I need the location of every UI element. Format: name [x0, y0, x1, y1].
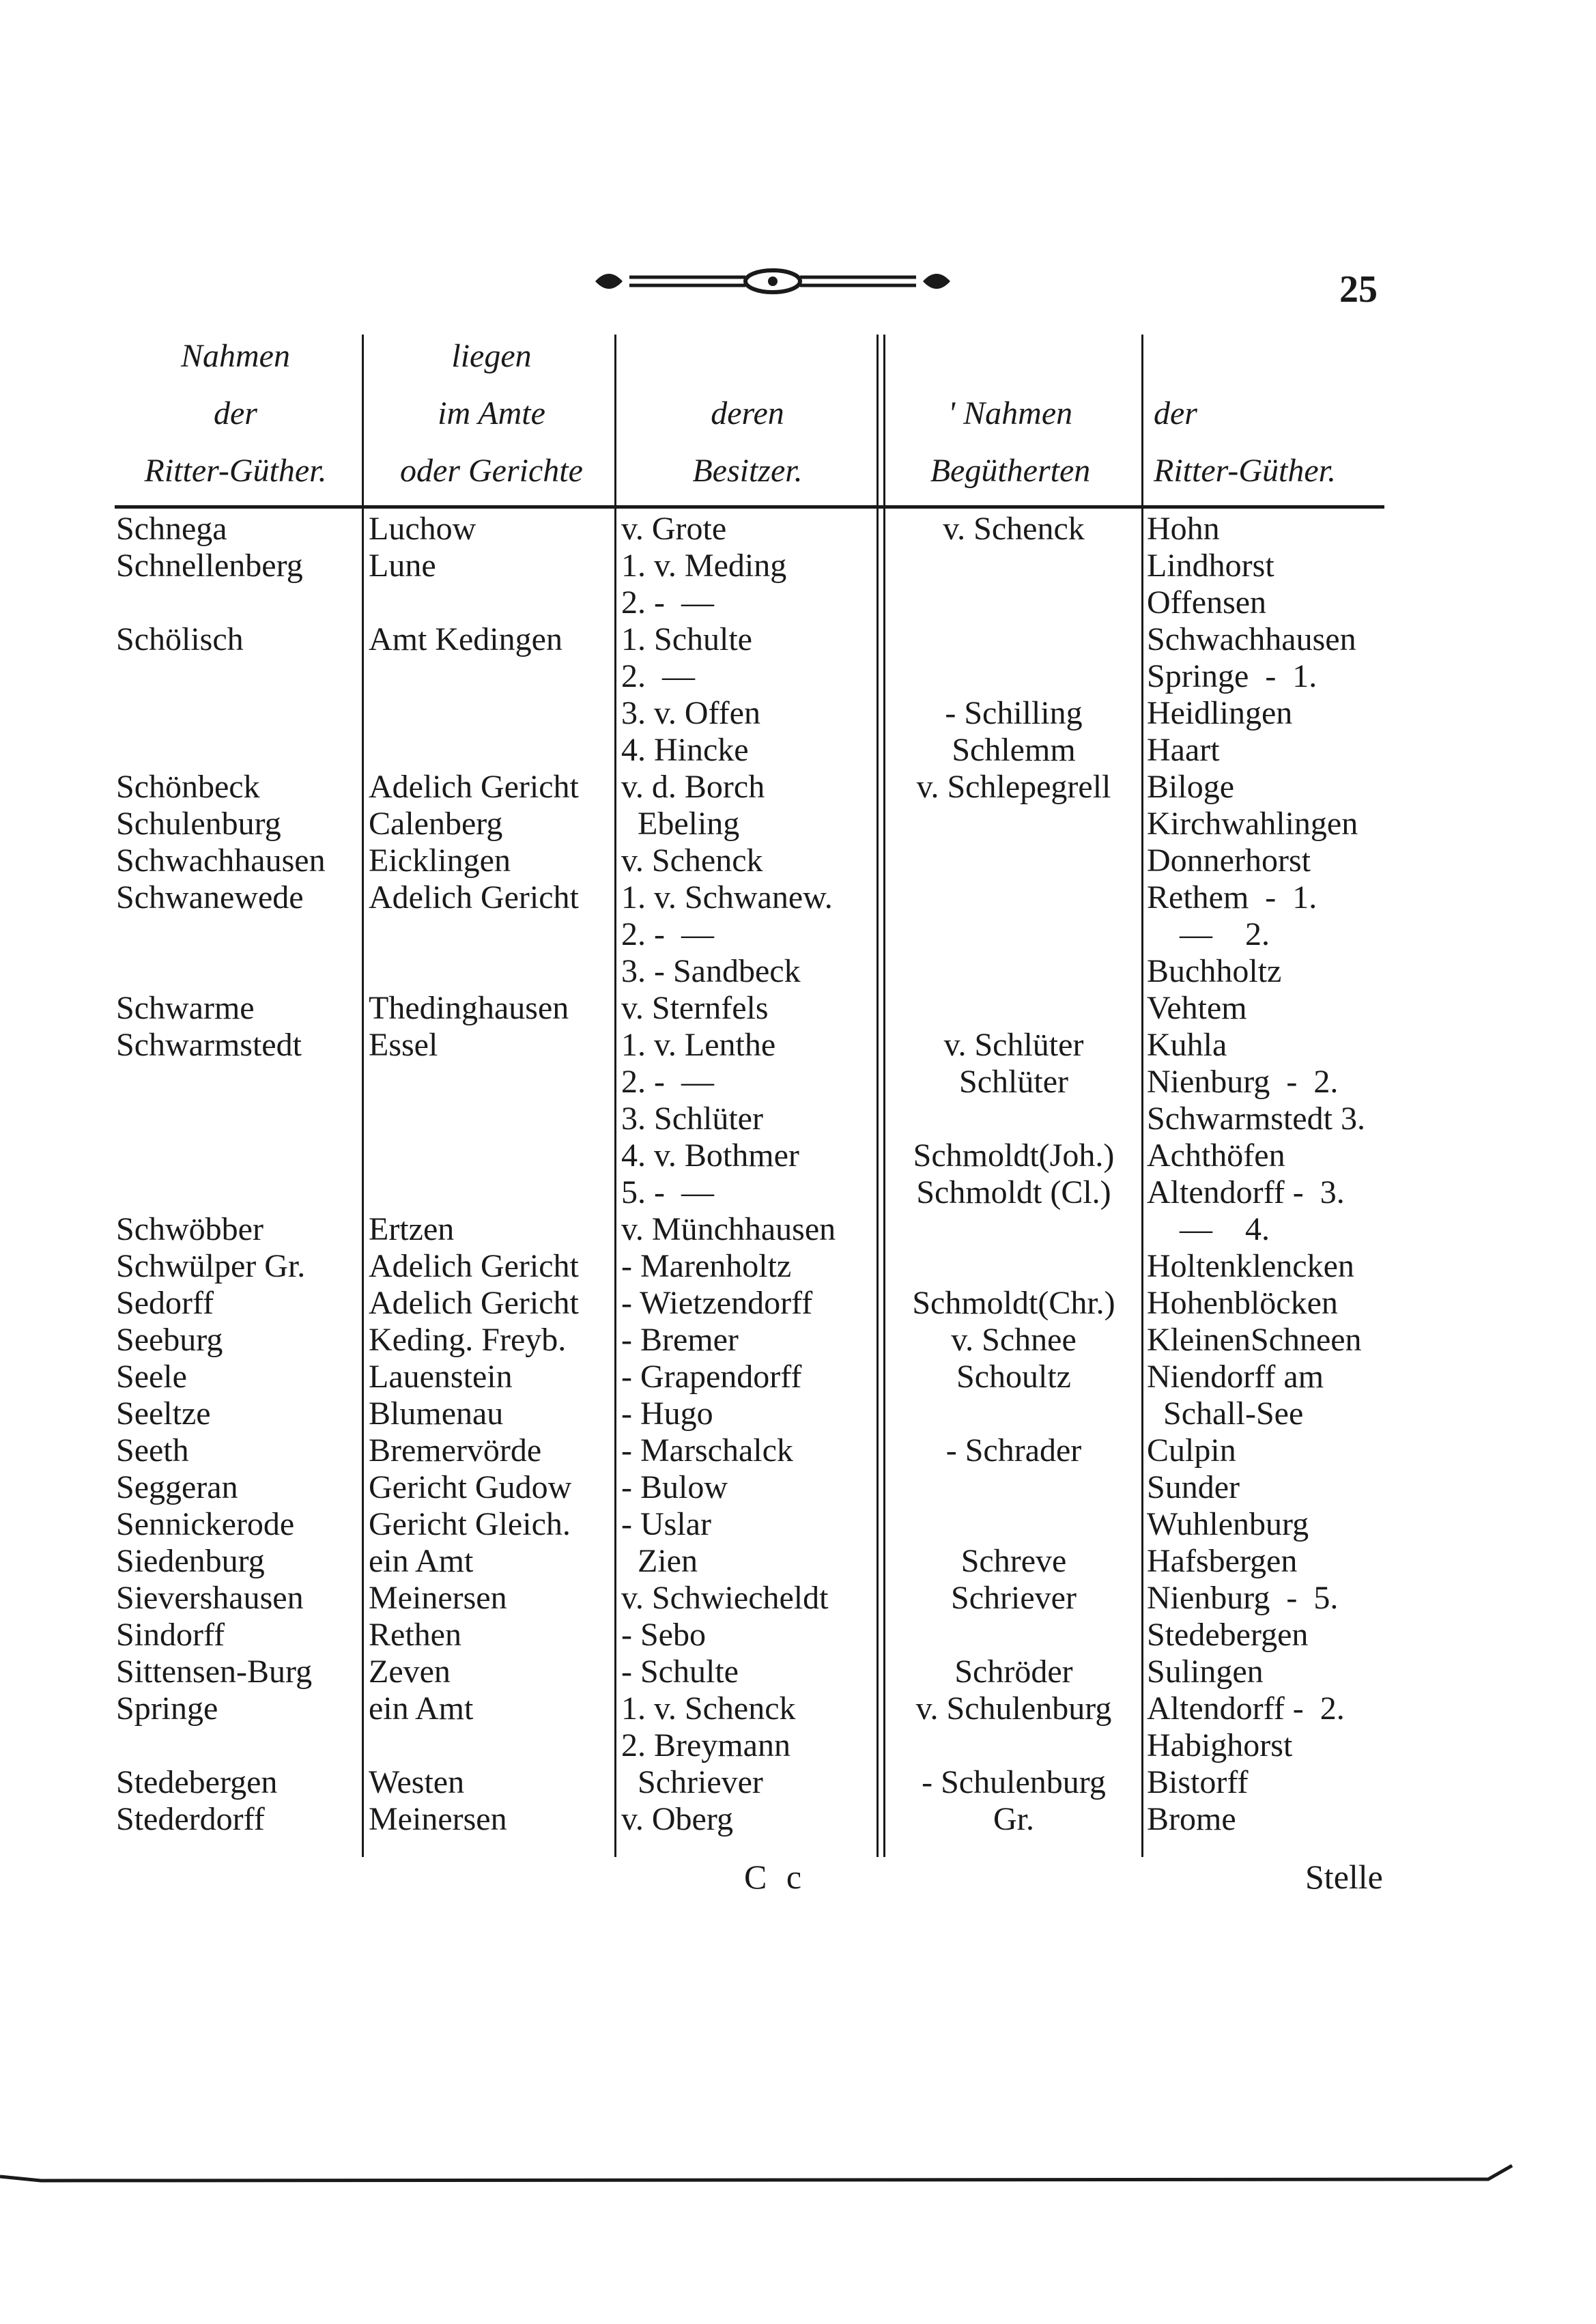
besitzer-cell: 1. v. Meding: [621, 548, 787, 584]
amt-cell: Adelich Gericht: [369, 879, 579, 916]
header-col1: Nahmen der Ritter-Güther.: [144, 338, 327, 489]
besitzer-cell: 5. - —: [621, 1174, 714, 1210]
amt-cell: ein Amt: [369, 1690, 474, 1727]
besitzer-cell: 4. v. Bothmer: [621, 1137, 799, 1174]
beguetherter-cell: Schröder: [954, 1654, 1073, 1690]
gut-cell: Altendorff - 3.: [1147, 1174, 1345, 1210]
column-guter-names: [116, 511, 359, 1838]
besitzer-cell: v. Münchhausen: [621, 1211, 836, 1247]
gut-cell: Lindhorst: [1147, 548, 1274, 584]
beguetherter-cell: [887, 1617, 1140, 1654]
guter-name-cell: [116, 916, 359, 953]
besitzer-cell: v. Oberg: [621, 1801, 733, 1837]
besitzer-cell: 2. - —: [621, 1064, 714, 1100]
besitzer-cell: v. d. Borch: [621, 769, 765, 805]
beguetherter-cell: [887, 1506, 1140, 1543]
amt-cell: Calenberg: [369, 806, 503, 842]
besitzer-cell: - Marschalck: [621, 1432, 793, 1469]
besitzer-cell: v. Sternfels: [621, 990, 769, 1026]
column-divider: [362, 335, 364, 1857]
beguetherter-cell: [887, 1395, 1140, 1432]
guter-name-cell: [116, 658, 359, 695]
amt-cell: [369, 916, 613, 953]
beguetherter-cell: v. Schnee: [951, 1322, 1077, 1358]
guter-name-cell: [116, 1101, 359, 1137]
gut-cell: Kirchwahlingen: [1147, 806, 1358, 842]
besitzer-cell: Zien: [621, 1543, 698, 1579]
bottom-rule: [0, 2163, 1515, 2190]
besitzer-cell: v. Schenck: [621, 842, 763, 879]
beguetherter-cell: [887, 953, 1140, 990]
amt-cell: [369, 1137, 613, 1174]
beguetherter-cell: [887, 1248, 1140, 1285]
amt-cell: Bremervörde: [369, 1432, 542, 1469]
amt-cell: [369, 1174, 613, 1211]
amt-cell: [369, 584, 613, 621]
column-besitzer: [621, 511, 875, 1838]
signature-mark: C c: [744, 1858, 808, 1896]
besitzer-cell: 2. —: [621, 658, 695, 694]
guter-name-cell: Sennickerode: [116, 1506, 295, 1542]
ornament-icon: [588, 265, 957, 298]
gut-cell: Sulingen: [1147, 1654, 1264, 1690]
guter-name-cell: Schulenburg: [116, 806, 281, 842]
gut-cell: Vehtem: [1147, 990, 1247, 1026]
gut-cell: Haart: [1147, 732, 1220, 768]
besitzer-cell: - Hugo: [621, 1395, 713, 1432]
guter-name-cell: [116, 1727, 359, 1764]
guter-name-cell: Schwarmstedt: [116, 1027, 302, 1063]
gut-cell: Culpin: [1147, 1432, 1236, 1469]
beguetherter-cell: - Schulenburg: [922, 1764, 1106, 1800]
gut-cell: — 4.: [1147, 1211, 1270, 1247]
beguetherter-cell: [887, 584, 1140, 621]
gut-cell: Nienburg - 5.: [1147, 1580, 1339, 1616]
amt-cell: Eicklingen: [369, 842, 511, 879]
beguetherter-cell: Schmoldt(Chr.): [912, 1285, 1115, 1321]
besitzer-cell: 3. Schlüter: [621, 1101, 763, 1137]
amt-cell: Adelich Gericht: [369, 1285, 579, 1321]
amt-cell: Amt Kedingen: [369, 621, 562, 657]
besitzer-cell: 3. - Sandbeck: [621, 953, 801, 989]
gut-cell: Schwachhausen: [1147, 621, 1356, 657]
besitzer-cell: Ebeling: [621, 806, 740, 842]
amt-cell: Gericht Gleich.: [369, 1506, 571, 1542]
beguetherter-cell: [887, 879, 1140, 916]
beguetherter-cell: Schlemm: [952, 732, 1076, 768]
besitzer-cell: - Grapendorff: [621, 1359, 802, 1395]
header-col5: der Ritter-Güther.: [1154, 395, 1336, 489]
besitzer-cell: - Bremer: [621, 1322, 739, 1358]
guter-name-cell: Seggeran: [116, 1469, 238, 1505]
besitzer-cell: v. Schwiecheldt: [621, 1580, 829, 1616]
guter-name-cell: Schölisch: [116, 621, 244, 657]
gut-cell: KleinenSchneen: [1147, 1322, 1362, 1358]
guter-name-cell: [116, 1064, 359, 1101]
beguetherter-cell: v. Schulenburg: [915, 1690, 1112, 1727]
besitzer-cell: - Bulow: [621, 1469, 728, 1505]
besitzer-cell: - Sebo: [621, 1617, 706, 1653]
guter-name-cell: Sedorff: [116, 1285, 214, 1321]
header-col2: liegen im Amte oder Gerichte: [400, 338, 583, 489]
amt-cell: Lune: [369, 548, 436, 584]
guter-name-cell: Springe: [116, 1690, 218, 1727]
amt-cell: [369, 1064, 613, 1101]
guter-name-cell: Sievershausen: [116, 1580, 304, 1616]
amt-cell: Luchow: [369, 511, 476, 547]
amt-cell: Meinersen: [369, 1580, 507, 1616]
amt-cell: Thedinghausen: [369, 990, 569, 1026]
beguetherter-cell: Schmoldt (Cl.): [916, 1174, 1111, 1210]
gut-cell: Holtenklencken: [1147, 1248, 1354, 1284]
gut-cell: Bistorff: [1147, 1764, 1249, 1800]
amt-cell: Blumenau: [369, 1395, 504, 1432]
gut-cell: Brome: [1147, 1801, 1236, 1837]
gut-cell: Springe - 1.: [1147, 658, 1317, 694]
amt-cell: Keding. Freyb.: [369, 1322, 567, 1358]
gut-cell: Sunder: [1147, 1469, 1240, 1505]
amt-cell: Westen: [369, 1764, 465, 1800]
gut-cell: Achthöfen: [1147, 1137, 1285, 1174]
beguetherter-cell: Gr.: [993, 1801, 1034, 1837]
beguetherter-cell: v. Schlepegrell: [916, 769, 1111, 805]
amt-cell: Rethen: [369, 1617, 461, 1653]
column-amte: [369, 511, 613, 1838]
amt-cell: Essel: [369, 1027, 438, 1063]
amt-cell: [369, 1101, 613, 1137]
amt-cell: Gericht Gudow: [369, 1469, 572, 1505]
besitzer-cell: 1. v. Schwanew.: [621, 879, 833, 916]
header-col3: deren Besitzer.: [692, 395, 803, 489]
guter-name-cell: Seeth: [116, 1432, 189, 1469]
beguetherter-cell: v. Schenck: [943, 511, 1085, 547]
amt-cell: [369, 732, 613, 769]
gut-cell: Offensen: [1147, 584, 1267, 621]
beguetherter-cell: [887, 806, 1140, 842]
gut-cell: Schall-See: [1147, 1395, 1304, 1432]
gut-cell: Hafsbergen: [1147, 1543, 1298, 1579]
beguetherter-cell: [887, 621, 1140, 658]
guter-name-cell: Sindorff: [116, 1617, 225, 1653]
amt-cell: [369, 695, 613, 732]
page-number: 25: [1339, 268, 1378, 311]
guter-name-cell: Schnega: [116, 511, 227, 547]
amt-cell: Adelich Gericht: [369, 769, 579, 805]
beguetherter-cell: - Schrader: [945, 1432, 1082, 1469]
amt-cell: ein Amt: [369, 1543, 474, 1579]
beguetherter-cell: Schmoldt(Joh.): [913, 1137, 1115, 1174]
gut-cell: Niendorff am: [1147, 1359, 1324, 1395]
beguetherter-cell: Schlüter: [959, 1064, 1068, 1100]
gut-cell: Altendorff - 2.: [1147, 1690, 1345, 1727]
guter-name-cell: [116, 732, 359, 769]
beguetherter-cell: [887, 658, 1140, 695]
beguetherter-cell: [887, 842, 1140, 879]
besitzer-cell: 1. v. Schenck: [621, 1690, 796, 1727]
besitzer-cell: 1. Schulte: [621, 621, 752, 657]
gut-cell: Habighorst: [1147, 1727, 1293, 1763]
amt-cell: [369, 953, 613, 990]
besitzer-cell: 3. v. Offen: [621, 695, 760, 731]
beguetherter-cell: [887, 1211, 1140, 1248]
header-col4: ' Nahmen Begütherten: [930, 395, 1091, 489]
besitzer-cell: - Marenholtz: [621, 1248, 792, 1284]
guter-name-cell: [116, 695, 359, 732]
header-rule: [115, 505, 1384, 509]
column-beguetherten: [887, 511, 1140, 1838]
guter-name-cell: Sittensen-Burg: [116, 1654, 313, 1690]
guter-name-cell: Schwachhausen: [116, 842, 326, 879]
besitzer-cell: 2. Breymann: [621, 1727, 790, 1763]
guter-name-cell: Seeburg: [116, 1322, 223, 1358]
guter-name-cell: [116, 584, 359, 621]
amt-cell: Ertzen: [369, 1211, 455, 1247]
besitzer-cell: v. Grote: [621, 511, 727, 547]
beguetherter-cell: [887, 1727, 1140, 1764]
column-divider: [877, 335, 879, 1857]
gut-cell: Rethem - 1.: [1147, 879, 1317, 916]
gut-cell: Nienburg - 2.: [1147, 1064, 1339, 1100]
gut-cell: Heidlingen: [1147, 695, 1293, 731]
gut-cell: Schwarmstedt 3.: [1147, 1101, 1365, 1137]
beguetherter-cell: [887, 1469, 1140, 1506]
amt-cell: [369, 658, 613, 695]
amt-cell: Adelich Gericht: [369, 1248, 579, 1284]
besitzer-cell: 1. v. Lenthe: [621, 1027, 776, 1063]
gut-cell: Hohn: [1147, 511, 1220, 547]
beguetherter-cell: [887, 548, 1140, 584]
besitzer-cell: Schriever: [621, 1764, 763, 1800]
beguetherter-cell: [887, 916, 1140, 953]
amt-cell: Lauenstein: [369, 1359, 513, 1395]
guter-name-cell: [116, 953, 359, 990]
guter-name-cell: Stedebergen: [116, 1764, 278, 1800]
besitzer-cell: 4. Hincke: [621, 732, 749, 768]
beguetherter-cell: [887, 1101, 1140, 1137]
guter-name-cell: Schnellenberg: [116, 548, 303, 584]
gut-cell: Biloge: [1147, 769, 1234, 805]
gut-cell: Hohenblöcken: [1147, 1285, 1338, 1321]
beguetherter-cell: Schreve: [960, 1543, 1067, 1579]
beguetherter-cell: [887, 990, 1140, 1027]
besitzer-cell: - Uslar: [621, 1506, 711, 1542]
column-divider: [1141, 335, 1143, 1857]
guter-name-cell: Seele: [116, 1359, 187, 1395]
amt-cell: [369, 1727, 613, 1764]
besitzer-cell: 2. - —: [621, 584, 714, 621]
guter-name-cell: Schönbeck: [116, 769, 260, 805]
guter-name-cell: [116, 1174, 359, 1211]
amt-cell: Meinersen: [369, 1801, 507, 1837]
gut-cell: Stedebergen: [1147, 1617, 1309, 1653]
besitzer-cell: - Wietzendorff: [621, 1285, 813, 1321]
guter-name-cell: Schwarme: [116, 990, 255, 1026]
column-divider: [883, 335, 885, 1857]
gut-cell: Donnerhorst: [1147, 842, 1311, 879]
beguetherter-cell: - Schilling: [945, 695, 1083, 731]
guter-name-cell: Schwöbber: [116, 1211, 263, 1247]
besitzer-cell: - Schulte: [621, 1654, 739, 1690]
column-gueter: [1147, 511, 1393, 1838]
guter-name-cell: Stederdorff: [116, 1801, 265, 1837]
guter-name-cell: [116, 1137, 359, 1174]
guter-name-cell: Seeltze: [116, 1395, 211, 1432]
guter-name-cell: Schwanewede: [116, 879, 304, 916]
gut-cell: Kuhla: [1147, 1027, 1227, 1063]
gut-cell: Buchholtz: [1147, 953, 1282, 989]
beguetherter-cell: v. Schlüter: [943, 1027, 1084, 1063]
gut-cell: — 2.: [1147, 916, 1270, 952]
guter-name-cell: Schwülper Gr.: [116, 1248, 306, 1284]
guter-name-cell: Siedenburg: [116, 1543, 265, 1579]
catchword: Stelle: [1305, 1858, 1383, 1896]
beguetherter-cell: Schoultz: [956, 1359, 1071, 1395]
besitzer-cell: 2. - —: [621, 916, 714, 952]
column-divider: [614, 335, 616, 1857]
amt-cell: Zeven: [369, 1654, 451, 1690]
beguetherter-cell: Schriever: [951, 1580, 1077, 1616]
gut-cell: Wuhlenburg: [1147, 1506, 1309, 1542]
